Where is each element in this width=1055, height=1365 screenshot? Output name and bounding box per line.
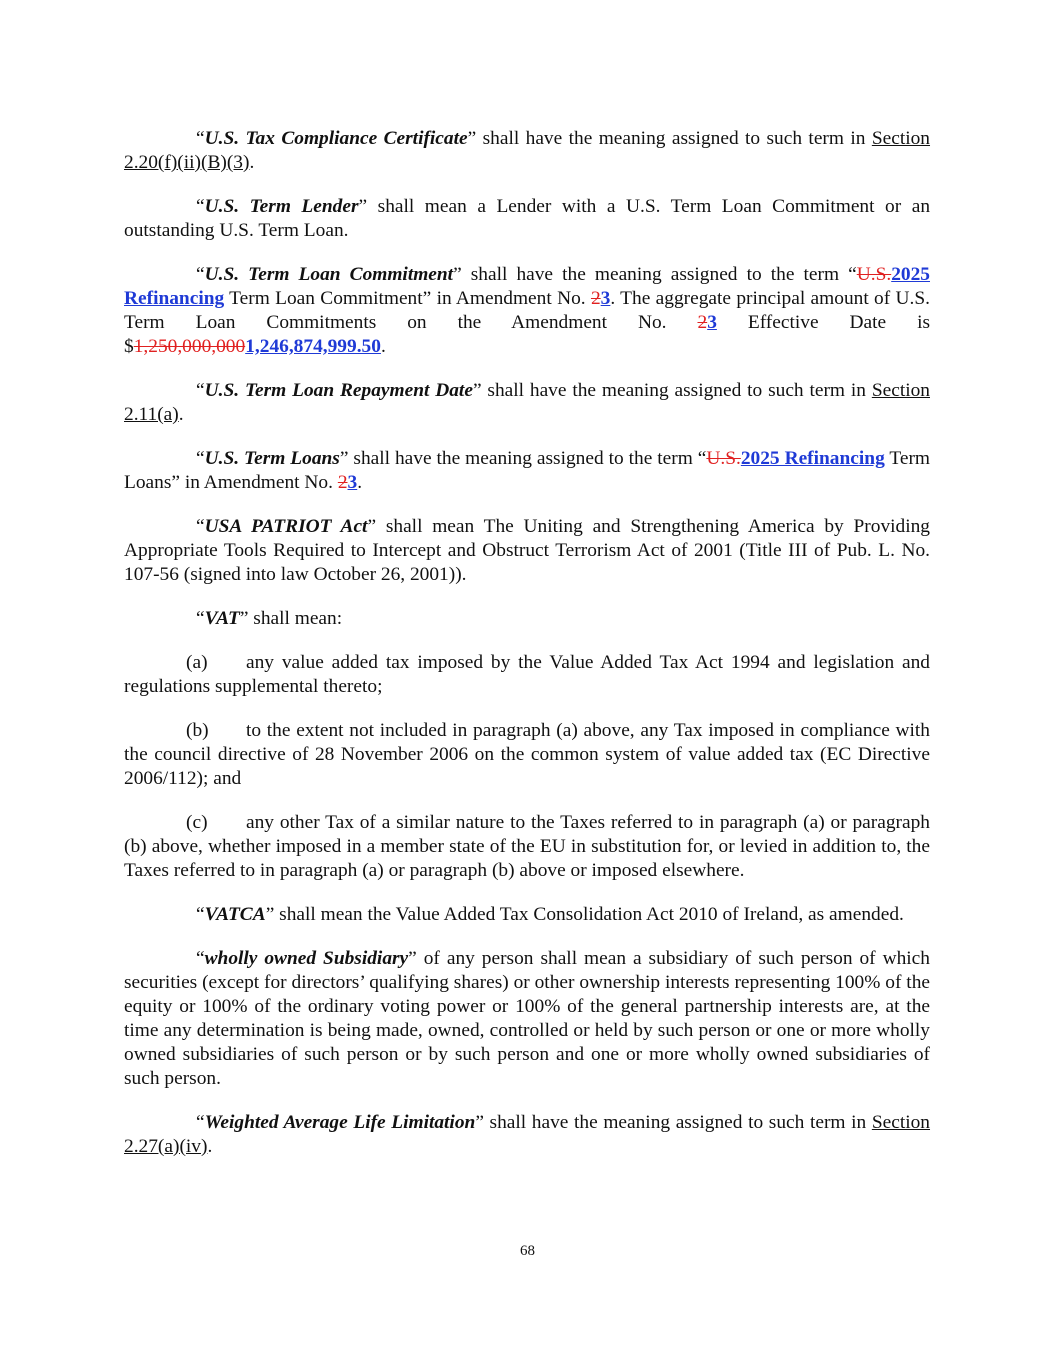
item-text: any value added tax imposed by the Value Added Tax Act 1994 and legislation and regulations supplemental thereto; — [124, 652, 930, 697]
definition-text: ” shall mean a Lender with a U.S. Term Loan Commitment or an outstanding U.S. Term Loan. — [124, 196, 931, 241]
deleted-text: U.S. — [706, 448, 741, 469]
section-reference: Section 2.20(f)(ii)(B)(3) — [124, 128, 931, 173]
open-quote: “ — [196, 380, 205, 401]
open-quote: “ — [196, 196, 205, 217]
open-quote: “ — [196, 1112, 205, 1133]
item-label: (a) — [186, 652, 208, 673]
definition-text: ” of any person shall mean a subsidiary of such person of which securities (except for directors’ qualifying shares) or other ownership interests representing 100% of the equity or 100% of the ordinary voting power or 100% of the general partnership interests are, at the time any determination is being made, owned, controlled or held by such person or one or more wholly owned subsidiaries of such person or by such person and one or more wholly owned subsidiaries of such person. — [124, 948, 930, 1089]
item-text: to the extent not included in paragraph (a) above, any Tax imposed in compliance with the council directive of 28 November 2006 on the common system of value added tax (EC Directive 2006/112); and — [124, 720, 930, 789]
period: . — [249, 152, 255, 173]
definition-text: ” shall mean The Uniting and Strengthening America by Providing Appropriate Tools Required to Intercept and Obstruct Terrorism Act of 2001 (Title III of Pub. L. No. 107-56 (signed into law October 26, 2001)). — [124, 516, 930, 585]
inserted-text: 3 — [347, 472, 358, 493]
inserted-text: 2025 Refinancing — [740, 448, 885, 469]
defined-term: USA PATRIOT Act — [204, 516, 368, 537]
definition-text: Term Loan Commitment” in Amendment No. — [224, 288, 591, 309]
section-reference: Section 2.27(a)(iv) — [124, 1112, 931, 1157]
defined-term: U.S. Tax Compliance Certificate — [204, 128, 468, 149]
vat-item-b — [124, 719, 930, 791]
defined-term: VAT — [204, 608, 240, 629]
definition-weighted-average-life-limitation — [124, 1111, 930, 1159]
section-reference: Section 2.11(a) — [124, 380, 930, 425]
definition-usa-patriot-act — [124, 515, 930, 587]
definition-text: Term Loans” in Amendment No. — [124, 448, 930, 493]
definition-text: ” shall have the meaning assigned to the term “ — [339, 448, 707, 469]
vat-item-a — [124, 651, 930, 699]
inserted-text: 3 — [600, 288, 611, 309]
period: . — [207, 1136, 213, 1157]
item-label: (b) — [186, 720, 209, 741]
vat-item-c — [124, 811, 930, 883]
open-quote: “ — [196, 264, 205, 285]
defined-term: U.S. Term Lender — [204, 196, 359, 217]
definition-text: ” shall have the meaning assigned to the term “ — [453, 264, 857, 285]
period: . — [380, 336, 386, 357]
open-quote: “ — [196, 608, 205, 629]
document-page — [124, 127, 930, 1179]
defined-term: VATCA — [204, 904, 266, 925]
defined-term: U.S. Term Loan Commitment — [204, 264, 454, 285]
inserted-text: 1,246,874,999.50 — [245, 336, 381, 357]
deleted-text: 2 — [590, 288, 601, 309]
open-quote: “ — [196, 904, 205, 925]
open-quote: “ — [196, 516, 205, 537]
definition-us-tax-compliance-certificate — [124, 127, 930, 175]
inserted-text: 2025 Refinancing — [124, 264, 930, 309]
definition-wholly-owned-subsidiary — [124, 947, 930, 1091]
definition-us-term-loan-repayment-date — [124, 379, 930, 427]
item-label: (c) — [186, 812, 208, 833]
definition-text: ” shall mean: — [239, 608, 343, 629]
item-text: any other Tax of a similar nature to the Taxes referred to in paragraph (a) or paragraph (b) above, whether imposed in a member state of the EU in substitution for, or levied in addition to, the Taxes referred to in paragraph (a) or paragraph (b) above or imposed elsewhere. — [124, 812, 930, 881]
definition-text: ” shall mean the Value Added Tax Consolidation Act 2010 of Ireland, as amended. — [265, 904, 904, 925]
deleted-text: 1,250,000,000 — [133, 336, 246, 357]
defined-term: wholly owned Subsidiary — [204, 948, 409, 969]
open-quote: “ — [196, 448, 205, 469]
inserted-text: 3 — [707, 312, 717, 333]
definition-text: . The aggregate principal amount of U.S. Term Loan Commitments on the Amendment No. — [124, 288, 931, 333]
definition-text: Effective Date is $ — [124, 312, 930, 357]
deleted-text: 2 — [697, 312, 708, 333]
period: . — [357, 472, 363, 493]
defined-term: U.S. Term Loan Repayment Date — [204, 380, 473, 401]
open-quote: “ — [196, 128, 205, 149]
definition-us-term-loans — [124, 447, 930, 495]
defined-term: U.S. Term Loans — [204, 448, 340, 469]
definition-text: ” shall have the meaning assigned to such term in — [475, 1112, 872, 1133]
definition-us-term-loan-commitment — [124, 263, 930, 359]
definition-us-term-lender — [124, 195, 930, 243]
deleted-text: 2 — [337, 472, 348, 493]
defined-term: Weighted Average Life Limitation — [204, 1112, 476, 1133]
page-number: 68 — [520, 1243, 535, 1259]
open-quote: “ — [196, 948, 205, 969]
definition-text: ” shall have the meaning assigned to such term in — [472, 380, 872, 401]
period: . — [178, 404, 184, 425]
definition-text: ” shall have the meaning assigned to such term in — [467, 128, 872, 149]
definition-vat — [124, 607, 930, 631]
deleted-text: U.S. — [856, 264, 892, 285]
definition-vatca — [124, 903, 930, 927]
